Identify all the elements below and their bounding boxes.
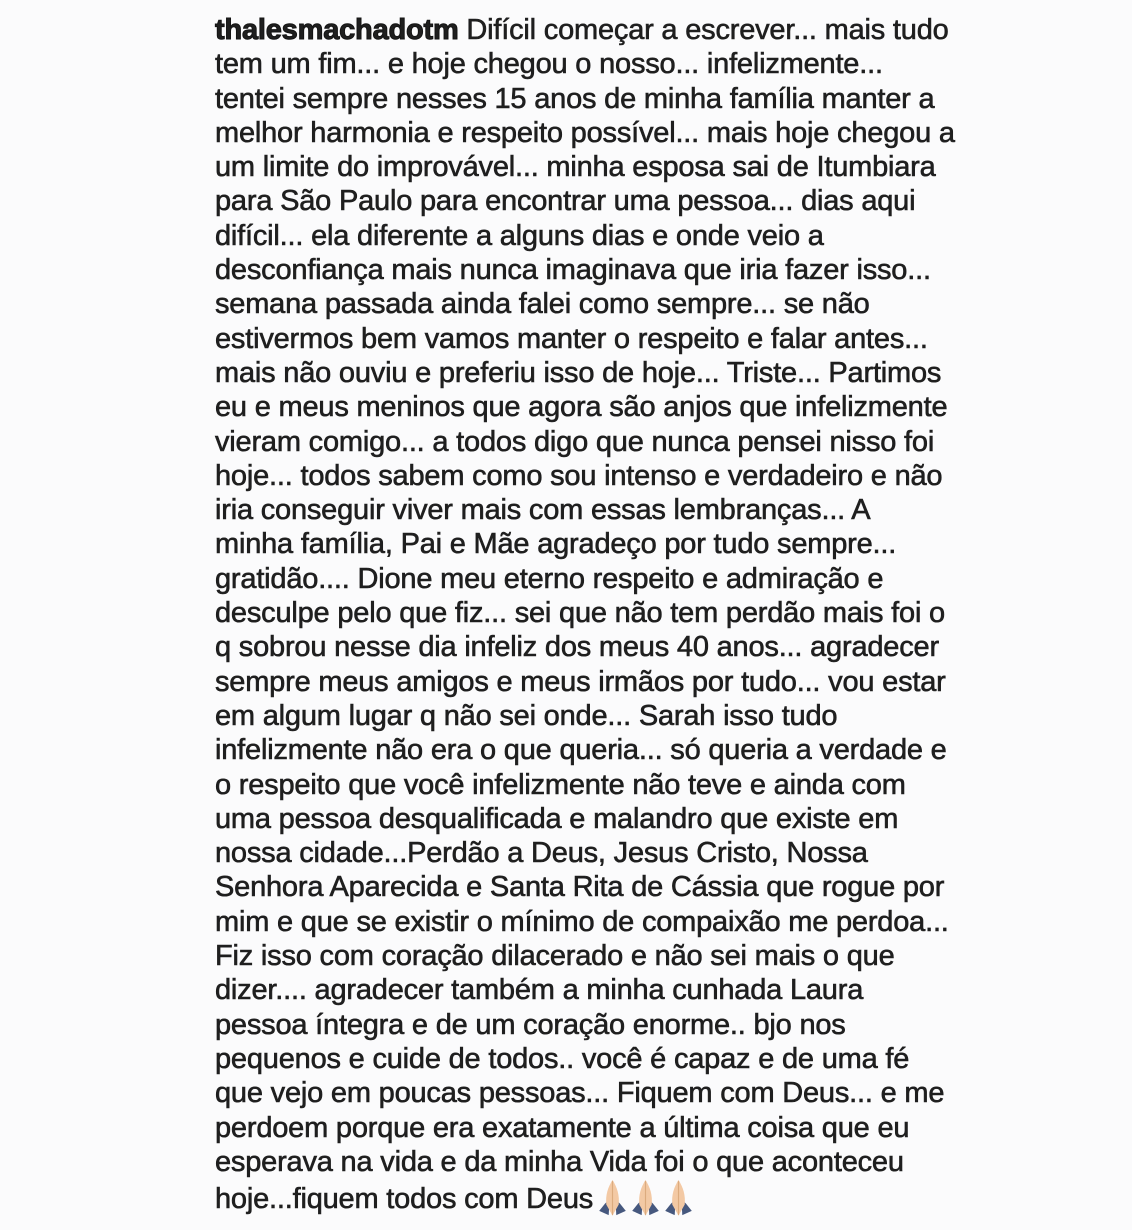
caption-line: nossa cidade...Perdão a Deus, Jesus Cristo, Nossa	[215, 837, 868, 870]
caption-line: o respeito que você infelizmente não teve e ainda com	[215, 768, 906, 801]
caption-line: tentei sempre nesses 15 anos de minha família manter a	[215, 82, 935, 115]
caption-line: mim e que se existir o mínimo de compaixão me perdoa...	[215, 905, 949, 938]
caption-line: Fiz isso com coração dilacerado e não sei mais o que	[215, 940, 895, 973]
caption-line	[215, 13, 1115, 47]
folded-hands-icon	[630, 1179, 661, 1217]
caption-line: para São Paulo para encontrar uma pessoa... dias aqui	[215, 185, 916, 218]
caption-line	[215, 1179, 1115, 1216]
caption-line: pequenos e cuide de todos.. você é capaz e de uma fé	[215, 1042, 910, 1075]
caption-line: perdoem porque era exatamente a última coisa que eu	[215, 1111, 910, 1144]
post-caption	[215, 13, 1115, 1216]
username-link[interactable]: thalesmachadotm	[215, 14, 459, 46]
caption-line: esperava na vida e da minha Vida foi o que aconteceu	[215, 1145, 904, 1178]
folded-hands-icon	[597, 1179, 628, 1217]
caption-line: gratidão.... Dione meu eterno respeito e admiração e	[215, 562, 884, 595]
folded-hands-icon	[663, 1179, 694, 1217]
caption-line: um limite do improvável... minha esposa sai de Itumbiara	[215, 151, 936, 184]
caption-line: iria conseguir viver mais com essas lembranças... A	[215, 494, 871, 527]
caption-line: hoje... todos sabem como sou intenso e verdadeiro e não	[215, 459, 943, 492]
caption-line: q sobrou nesse dia infeliz dos meus 40 anos... agradecer	[215, 631, 939, 664]
caption-text: Difícil começar a escrever... mais tudo	[458, 14, 949, 46]
caption-line: desculpe pelo que fiz... sei que não tem perdão mais foi o	[215, 597, 945, 630]
caption-line: difícil... ela diferente a alguns dias e onde veio a	[215, 219, 824, 252]
caption-line: desconfiança mais nunca imaginava que iria fazer isso...	[215, 254, 931, 287]
caption-line: que vejo em poucas pessoas... Fiquem com Deus... e me	[215, 1077, 945, 1110]
caption-line: melhor harmonia e respeito possível... mais hoje chegou a	[215, 116, 955, 149]
caption-line: eu e meus meninos que agora são anjos que infelizmente	[215, 391, 948, 424]
caption-line: uma pessoa desqualificada e malandro que existe em	[215, 802, 899, 835]
caption-line: minha família, Pai e Mãe agradeço por tudo sempre...	[215, 528, 897, 561]
caption-line: infelizmente não era o que queria... só queria a verdade e	[215, 734, 947, 767]
caption-line: dizer.... agradecer também a minha cunhada Laura	[215, 974, 864, 1007]
caption-line: mais não ouviu e preferiu isso de hoje... Triste... Partimos	[215, 356, 942, 389]
caption-line: em algum lugar q não sei onde... Sarah isso tudo	[215, 699, 838, 732]
caption-line: tem um fim... e hoje chegou o nosso... infelizmente...	[215, 48, 883, 81]
caption-text: hoje...fiquem todos com Deus	[215, 1183, 594, 1216]
caption-line: vieram comigo... a todos digo que nunca pensei nisso foi	[215, 425, 935, 458]
caption-line: Senhora Aparecida e Santa Rita de Cássia que rogue por	[215, 871, 945, 904]
caption-line: estivermos bem vamos manter o respeito e falar antes...	[215, 322, 928, 355]
caption-line: pessoa íntegra e de um coração enorme.. bjo nos	[215, 1008, 846, 1041]
caption-line: sempre meus amigos e meus irmãos por tudo... vou estar	[215, 665, 946, 698]
caption-line: semana passada ainda falei como sempre... se não	[215, 288, 870, 321]
folded-hands-emoji-row	[597, 1179, 696, 1225]
